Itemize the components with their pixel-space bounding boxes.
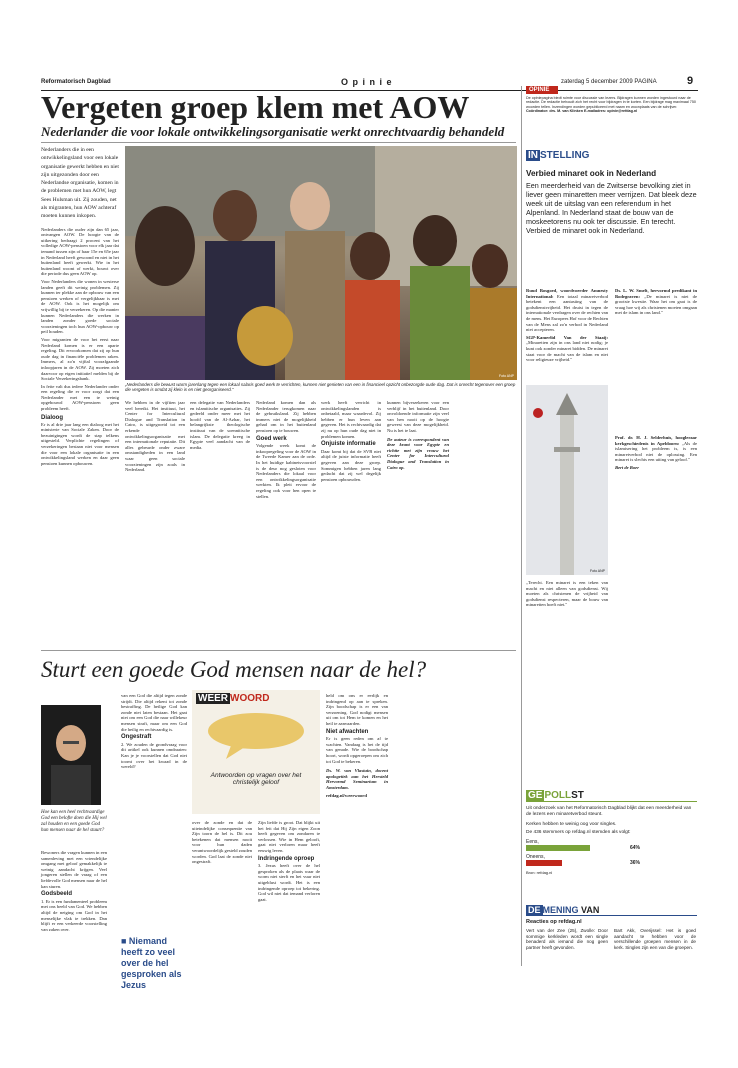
reaction-text: Een totaal minaretverbod betekent een aantasting van de godsdienstvrijheid. Het druist in tegen de internationale verdragen over de rechten van de mens. Het Europees Hof voor de Rechten van de Mens zal zo'n verbod in Nederland niet accepteren. xyxy=(526,293,609,333)
article1-subhead: Nederlander die voor lokale ontwikkelingsorganisatie werkt onrechtvaardig behandeld xyxy=(41,124,505,139)
poll-pct: 64% xyxy=(630,844,641,851)
onjuist-text: Daar komt bij dat de SVB niet altijd de juiste informatie heeft gegeven aan deze groep. Sommigen hebben jaren lang gedacht dat zij wel degelijk pensioen opbouwden. xyxy=(321,448,381,482)
mening-label-a: DE xyxy=(528,905,541,915)
article1-paragraph: Voor Nederlanders die wonen in westerse landen geeft dit weinig problemen. Zij kunnen ter plekke aan de opbouw van een pensioen werken of vergelijkbaar is met de AOW. Ook is het mogelijk om vrijwillig bij te verzekeren. Op die manier kunnen Nederlanders die werken in landen zonder goede sociale voorzieningen toch hun AOW-opbouw op peil houden. xyxy=(41,279,119,335)
speech-bubble-icon xyxy=(192,707,320,767)
instelling-column-1 xyxy=(526,288,608,365)
godsbeeld-heading: Godsbeeld xyxy=(41,891,73,898)
article1-column-3 xyxy=(125,400,185,475)
article1-headline: Vergeten groep klem met AOW xyxy=(41,89,470,125)
indringende-text: 3. Jezus heeft over de hel gesproken als de plaats waar de worm niet sterft en het vuur niet uitgeblust wordt. Het is een indringende oproep tot bekering. God wil niet dat iemand verloren gaat. xyxy=(258,863,320,902)
mening-subtitle: Reacties op refdag.nl xyxy=(526,919,582,925)
pull-quote: ■ Niemand heeft zo veel over de hel gesproken als Jezus xyxy=(121,936,182,990)
instelling-column-4 xyxy=(615,435,697,473)
article1-paragraph: een delegatie van Nederlanders en islamitische organisaties. Zij gedeeld onder meer met het hoofd van de Al-Azhar, het belangrijkste theologische instituut van de soennitische islam. De delegatie kreeg in Egypte veel aandacht van de media. xyxy=(190,400,250,450)
mening-box xyxy=(526,905,697,950)
article1-paragraph: werk heeft verricht in ontwikkelingslanden is onbetaald, maar waardevol. Zij hebben er hun leven aan gegeven. Het is rechtvaardig dat zij nu op hun oude dag niet in problemen komen. xyxy=(321,400,381,439)
article2-column-6 xyxy=(326,693,388,800)
instelling-label-a: IN xyxy=(528,150,538,161)
instelling-intro: Een meerderheid van de Zwitserse bevolking ziet in liever geen minaretten meer verrijzen. Dat bleek deze week uit de uitslag van een referendum in het Alpenland. In Nederland staat de bouw van de moskeetorens nu ook ter discussie. En terecht. Verbied de minaret ook in Nederland. xyxy=(526,181,697,235)
instelling-title: Verbied minaret ook in Nederland xyxy=(526,169,657,178)
article1-column-5 xyxy=(256,400,316,501)
article2-paragraph: over de zonde en dat de uiteindelijke consequentie van Zijn toorn de hel is. Dit zou betekenen dat mensen nooit voor hun daden verantwoordelijk gesteld zouden worden. God laat de zonde niet ongestraft. xyxy=(192,820,252,865)
indringende-heading: Indringende oproep xyxy=(258,855,315,862)
article1-paragraph: We hebben in de vijftien jaar veel bereikt. Het instituut, het Center for Intercultural Dialogue and Translation in Cairo, is uitgegroeid tot een erkende ontwikkelingsorganisatie met een internationale reputatie. Dit alles gebeurde onder zware omstandigheden in een land waar geen sociale voorzieningen zijn zoals in Nederland. xyxy=(125,400,185,473)
article1-column-6 xyxy=(321,400,381,484)
author-portrait xyxy=(41,705,101,805)
weerwoord-label xyxy=(192,690,320,707)
mening-label-c: VAN xyxy=(581,905,600,915)
goedwerk-text: Volgende week komt de inkoopregeling voor de AOW in de Tweede Kamer aan de orde. In het huidige kabinetsvoorstel is de deur nog gesloten voor Nederlanders die lokaal voor een ontwikkelingsorganisatie werkten. Ik pleit ervoor de regeling ook voor hen open te stellen. xyxy=(256,443,316,499)
group-photo-illustration xyxy=(125,146,517,380)
reaction xyxy=(526,288,608,333)
article1-paragraph: kunnen bijverzekeren voor een verblijf in het buitenland. Door onvoldoende informatie zijn veel van hen nooit op de hoogte geweest van deze mogelijkheid. Nu is het te laat. xyxy=(387,400,449,433)
article1-column-4 xyxy=(190,400,250,452)
poll-label-b: POLL xyxy=(544,790,572,801)
weerwoord-tagline: Antwoorden op vragen over het christelijk geloof xyxy=(210,772,302,786)
reaction-text: „Minaretten zijn in ons land niet nodig; je kunt ook zonder minaret bidden. De minaret staat voor de macht van de islam en niet voor religieuze vrijheid." xyxy=(526,340,608,363)
article1-lead: Nederlanders die in een ontwikkelingsland voor een lokale organisatie gewerkt hebben en niet zijn uitgezonden door een Nederlandse organisatie, komen in de problemen met hun AOW, legt Sees Hulsman uit. Zij zouden, net als migranten, hun AOW achteraf moeten kunnen inkopen. xyxy=(41,147,119,220)
poll-box xyxy=(526,790,697,875)
poll-option-label: Oneens, xyxy=(526,853,545,860)
portrait-illustration xyxy=(41,705,101,805)
reaction-name: Ruud Bosgoed, woordvoerder Amnesty International: xyxy=(526,288,608,299)
poll-label-c: ST xyxy=(571,790,584,801)
weerwoord-label-b: WOORD xyxy=(230,693,270,704)
instelling-extra: „Terecht. Een minaret is een teken van macht en niet alleen van godsdienst. Wij moeten als christenen de vrijheid van godsdienst respecteren, maar de bouw van minaretten hoeft niet." xyxy=(526,580,608,608)
instelling-column-2 xyxy=(615,288,697,318)
date-line: zaterdag 5 december 2009 PAGINA xyxy=(561,79,657,85)
opinie-label: OPINIE xyxy=(526,86,558,94)
article2-headline: Sturt een goede God mensen naar de hel? xyxy=(41,657,427,682)
poll-option xyxy=(526,839,697,852)
poll-option xyxy=(526,854,697,867)
opinie-text: De opiniepagina biedt ruimte voor discussie van lezers. Bijdragen kunnen worden ingestuurd naar de redactie. De redactie behoudt zich het recht voor bijdragen in te korten. Een bijdrage mag maximaal 750 woorden tellen. Inzendingen worden gepubliceerd met naam en woonplaats van de schrijver. xyxy=(526,96,696,109)
instelling-label xyxy=(526,150,697,161)
poll-label xyxy=(526,790,697,802)
mening-item: Vert van der Zee (25), Zwolle: Door sommige kerkleden wordt een single benaderd als iemand die nog geen partner heeft gevonden. xyxy=(526,928,608,950)
article2-paragraph: van een God die altijd tegen zonde strijdt. Die altijd rekent tot zonde bestraffing. De heilige God kan zonde niet laten bestaan. Het gaat niet om een God die naar willekeur mensen straft, maar om een God die heilig en rechtvaardig is. xyxy=(121,693,187,732)
poll-intro: Uit onderzoek van het Reformatorisch Dagblad blijkt dat een meerderheid van de lezers een minaretverbod steunt. xyxy=(526,806,692,817)
opinie-box xyxy=(526,86,697,138)
instelling-label-b: STELLING xyxy=(540,150,590,161)
poll-label-a: GE xyxy=(528,790,543,801)
reaction xyxy=(526,335,608,363)
article2-email[interactable]: refdag.nl/weerwoord xyxy=(326,792,367,798)
reaction-text: „De minaret is niet de grootste kwestie. Waar het om gaat is de vraag hoe wij als christenen moeten omgaan met de islam in ons land." xyxy=(615,293,698,316)
article1-photo xyxy=(125,146,517,380)
weerwoord-box xyxy=(192,690,320,814)
nieteen-heading: Niet afwachten xyxy=(326,728,369,735)
mening-label-b: MENING xyxy=(542,905,579,915)
article2-paragraph: Bewoners die vragen kunnen in een samenleving met een vriendelijke omgang met geloof gemakkelijk te weinig aandacht krijgen. Veel jongeren stellen de vraag of een liefdevolle God mensen naar de hel kan sturen. xyxy=(41,850,107,889)
reaction-name: Prof. dr. H. J. Selderhuis, hoogleraar kerkgeschiedenis in Apeldoorn: xyxy=(615,435,697,446)
poll-pct: 36% xyxy=(630,859,641,866)
article1-author-note: De auteur is correspondent van deze krant voor Egypte en richtte met zijn vrouw het Center for Intercultural Dialogue and Translation in Cairo op. xyxy=(387,436,449,470)
article2-column-5 xyxy=(258,820,320,904)
paper-name: Reformatorisch Dagblad xyxy=(41,79,111,85)
poll-option-label: Eens, xyxy=(526,838,539,845)
article1-paragraph: Voor migranten de voor het eerst naar Nederland komen is er een aparte regeling. Dit ervoorkomen dat zij op hun oude dag in financiële problemen raken. Immers, al zo'n vijftal voorafgaande inloopjaren in de AOW. Zij moeten zich daarvoor op eigen initiatief melden bij de Sociale Verzekeringsbank. xyxy=(41,336,119,382)
photo-caption: „Nederlanders die bewust warm jarenlang tegen een lokaal salaris goed werk te verrichten, kunnen niet genieten van een in financieel opzicht onbezorgde oude dag. Dat is onrecht tegenover een groep die vergeten is omdat zij klein is en niet georganiseerd." xyxy=(125,382,516,393)
nieteen-text: Er is geen reden om af te wachten. Vandaag is het de tijd van genade. Wie de boodschap hoort, wordt opgeroepen om zich tot God te bekeren. xyxy=(326,736,388,764)
minaret-photo-credit: Foto ANP xyxy=(590,569,605,573)
instelling-author: Bert de Boer xyxy=(615,464,639,470)
article2-column-2 xyxy=(121,693,187,772)
reaction-name: Ds. L. W. Smelt, hervormd predikant in Bodegraven: xyxy=(615,288,697,299)
article2-author-note: Ds. W. van Vlastuin, docent apologetiek aan het Hersteld Hervormd Seminarium in Amsterdam. xyxy=(326,768,388,790)
reaction-text: „Als de islamisering het probleem is, is een minaretverbod niet de oplossing. Een minaret is slechts een uiting van geloof." xyxy=(615,440,697,463)
dialoog-text: Er is al drie jaar lang een dialoog met het ministerie van Sociale Zaken. Door de bezuinigingen wordt de stap telkens uitgesteld. Verplichte regelingen of verzekeringen bestaan niet voor mensen die voor een lokale organisatie in een ontwikkelingsland werken en daar geen pensioen kunnen opbouwen. xyxy=(41,421,119,466)
godsbeeld-text: 1. Er is een fundamenteel probleem met ons beeld van God. We hebben altijd de neiging om God in het menselijke vlak te trekken. Dan blijft er een verkeerde voorstelling van zaken over. xyxy=(41,898,107,932)
goedwerk-heading: Goed werk xyxy=(256,435,287,442)
article2-column-4 xyxy=(192,820,252,867)
article1-paragraph: Nederlanders die ouder zijn dan 65 jaar, ontvangen AOW. De hoogte van de uitkering bedraagt 2 procent van het volledige AOW-pensioen voor elk jaar dat iemand tussen zijn of haar 15e en 65e jaar in Nederland heeft gewoond en niet in het buitenland heeft gewerkt. Wie in het buitenland woont of werkt, bouwt over die periode dus geen AOW op. xyxy=(41,226,119,277)
article1-column-7 xyxy=(387,400,449,472)
minaret-illustration xyxy=(526,385,608,575)
article2-paragraph: Zijn liefde is groot. Dat blijkt uit het feit dat Hij Zijn eigen Zoon heeft gegeven om zondaren te verlossen. Wie in Hem gelooft, gaat niet verloren maar heeft eeuwig leven. xyxy=(258,820,320,853)
weerwoord-label-a: WEER xyxy=(198,693,228,704)
poll-bar-no xyxy=(526,860,562,866)
article2-column-1 xyxy=(41,850,107,934)
onjuist-heading: Onjuiste informatie xyxy=(321,441,376,448)
poll-respondents: De 436 stemmers op refdag.nl stemden als volgt: xyxy=(526,829,631,835)
minaret-photo xyxy=(526,385,608,575)
photo-credit: Foto ANP xyxy=(499,374,514,378)
article1-paragraph: In feite valt dus iedere Nederlander onder een regeling die er voor zorgt dat een Nederlander met een te weinig opgebouwd AOW-pensioen geen probleem heeft. xyxy=(41,383,119,412)
article1-left-column xyxy=(41,146,119,468)
article1-paragraph: Nederland komen dan als Nederlander terugkomen naar de gebruiksland. Zij hebben immers niet de mogelijkheid gehad om in het buitenland pensioen op te bouwen. xyxy=(256,400,316,433)
section-title: O p i n i e xyxy=(341,77,393,87)
instelling-box xyxy=(526,150,697,235)
ongestraft-text: 2. We zouden de grondvraag voor dit artikel ook kunnen omdraaien: Kan je je voorstellen dat God niet toornt over het kwaad in de wereld? xyxy=(121,741,187,770)
mening-item: Bart Akk, Overijssel: Het is goed aandacht te hebben voor de verschillende groepen mensen in de kerk. Singles zijn een van die groepen. xyxy=(614,928,696,950)
poll-question: Kerken hebben te weinig oog voor singles. xyxy=(526,821,617,827)
reaction-name: SGP-Kamerlid Van der Staaij: xyxy=(526,334,608,340)
dialoog-heading: Dialoog xyxy=(41,414,63,421)
portrait-caption: Hoe kan een heel rechtvaardige God een belofte doen die Hij wel zal houden en een goede God hun mensen naar de hel stuurt? xyxy=(41,810,107,833)
ongestraft-heading: Ongestraft xyxy=(121,734,152,741)
poll-source: Bron: refdag.nl xyxy=(526,869,553,875)
instelling-column-3 xyxy=(526,580,608,610)
reaction xyxy=(615,435,697,463)
opinie-contact: Coördinator: drs. M. van Klinken E-mailadres: opinie@refdag.nl xyxy=(526,109,638,114)
article2-paragraph: held om ons er eerlijk en indringend op aan te spreken. Zijn boodschap is er een van verzoening. God nodigt mensen uit om tot Hem te komen en het heil te aanvaarden. xyxy=(326,693,388,726)
poll-bar-yes xyxy=(526,845,590,851)
reaction xyxy=(615,288,697,316)
mening-label xyxy=(526,905,697,916)
page-number: 9 xyxy=(687,75,694,87)
